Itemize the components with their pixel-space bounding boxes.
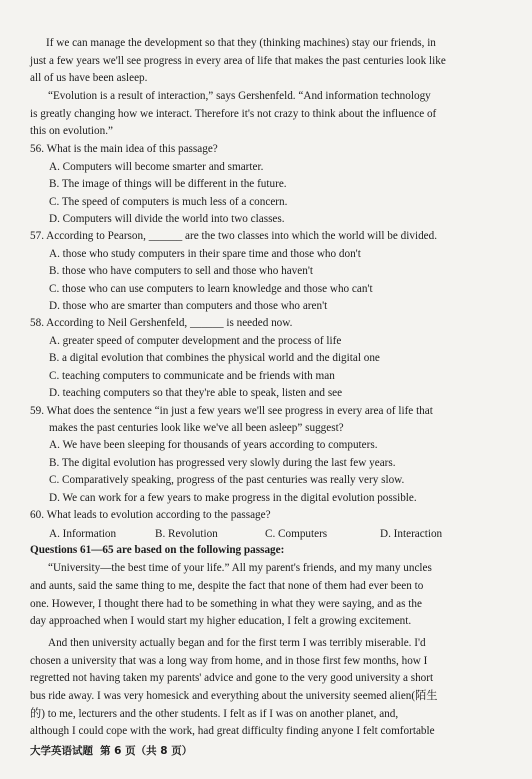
passage-line: bus ride away. I was very homesick and everything about the university seemed alien(陌生 [30,690,438,702]
passage-line: “University—the best time of your life.” All my parent's friends, and my many uncles [48,562,432,574]
option-60-d: D. Interaction [380,528,443,540]
option-60-a: A. Information [49,528,117,540]
option-56-a: A. Computers will become smarter and smarter. [49,161,264,173]
option-60-b: B. Revolution [155,528,218,540]
option-56-c: C. The speed of computers is much less of a concern. [49,196,288,208]
option-60-c: C. Computers [265,528,328,540]
passage-line: “Evolution is a result of interaction,” says Gershenfeld. “And information technology [48,90,431,102]
question-58-stem: 58. According to Neil Gershenfeld, ______ is needed now. [30,317,293,329]
question-56-stem: 56. What is the main idea of this passage? [30,143,218,155]
question-60-stem: 60. What leads to evolution according to the passage? [30,509,271,521]
passage-line: this on evolution.” [30,125,113,137]
passage-line: If we can manage the development so that they (thinking machines) stay our friends, in [46,37,436,49]
passage-line: one. However, I thought there had to be something in what they were saying, and as the [30,598,422,610]
option-58-d: D. teaching computers so that they're able to speak, listen and see [49,387,343,399]
option-58-b: B. a digital evolution that combines the physical world and the digital one [49,352,380,364]
option-59-a: A. We have been sleeping for thousands of years according to computers. [49,439,378,451]
question-59-stem-cont: makes the past centuries look like we've all been asleep” suggest? [49,422,344,434]
option-57-d: D. those who are smarter than computers and those who aren't [49,300,328,312]
option-59-c: C. Comparatively speaking, progress of the past centuries was really very slow. [49,474,405,486]
question-59-stem: 59. What does the sentence “in just a few years we'll see progress in every area of life that [30,405,433,417]
passage-line: chosen a university that was a long way from home, and in those first few months, how I [30,655,428,667]
passage-line: is greatly changing how we interact. Therefore it's not crazy to think about the influence of [30,108,437,120]
option-57-b: B. those who have computers to sell and those who haven't [49,265,313,277]
passage-line: regretted not having taken my parents' advice and gone to the very good university a short [30,672,434,684]
passage-line: although I could cope with the work, had great difficulty finding anyone I felt comfortable [30,725,435,737]
option-59-b: B. The digital evolution has progressed very slowly during the last few years. [49,457,396,469]
passage-line: 的) to me, lecturers and the other students. I felt as if I was on another planet, and, [30,708,399,720]
option-57-c: C. those who can use computers to learn knowledge and those who can't [49,283,373,295]
option-58-c: C. teaching computers to communicate and be friends with man [49,370,335,382]
option-59-d: D. We can work for a few years to make progress in the digital evolution possible. [49,492,417,504]
passage-line: just a few years we'll see progress in every area of life that makes the past centuries look like [30,55,446,67]
passage-line: day approached when I would start my higher education, I felt a growing excitement. [30,615,412,627]
option-56-d: D. Computers will divide the world into two classes. [49,213,285,225]
footer-page-number: 第 6 页（共 8 页） [100,745,193,757]
passage-line: And then university actually began and for the first term I was terribly miserable. I'd [48,637,426,649]
section-heading: Questions 61—65 are based on the following passage: [30,544,285,556]
passage-line: and aunts, said the same thing to me, despite the fact that none of them had ever been to [30,580,424,592]
option-58-a: A. greater speed of computer development and the process of life [49,335,342,347]
option-56-b: B. The image of things will be different in the future. [49,178,287,190]
question-57-stem: 57. According to Pearson, ______ are the two classes into which the world will be divided. [30,230,438,242]
option-57-a: A. those who study computers in their spare time and those who don't [49,248,361,260]
passage-line: all of us have been asleep. [30,72,148,84]
footer-course: 大学英语试题 [30,745,93,757]
